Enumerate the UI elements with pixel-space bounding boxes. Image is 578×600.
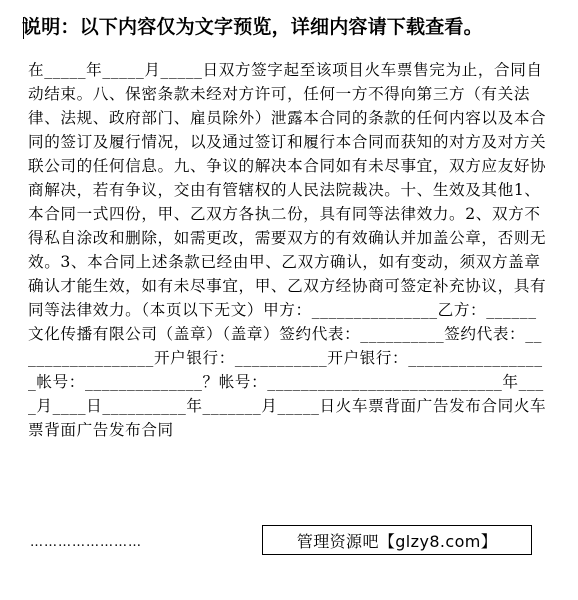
source-watermark-box: 管理资源吧【glzy8.com】 xyxy=(262,525,532,555)
contract-text: 在_____年_____月_____日双方签字起至该项目火车票售完为止，合同自动结束。八、保密条款未经对方许可，任何一方不得向第三方（有关法律、法规、政府部门、雇员除外）泄露本合同的条款的任何内容以及本合同的签订及履行情况，以及通过签订和履行本合同而获知的对方及对方关联公司的任何信息。九、争议的解决本合同如有未尽事宜，双方应友好协商解决，若有争议，交由有管辖权的人民法院裁决。十、生效及其他1、本合同一式四份，甲、乙双方各执二份，具有同等法律效力。2、双方不得私自涂改和删除，如需更改，需要双方的有效确认并加盖公章，否则无效。3、本合同上述条款已经由甲、乙双方确认，如有变动，须双方盖章确认才能生效，如有未尽事宜，甲、乙双方经协商可签定补充协议，具有同等法律效力。（本页以下无文）甲方：_______________乙方：______文化传播有限公司（盖章）（盖章）签约代表：__________签约代表：_________________开户银行：___________开户银行：_________________帐号：______________？帐号：____________________________年____月____日__________年_______月_____日火车票背面广告发布合同火车票背面广告发布合同 xyxy=(28,61,547,439)
ellipsis-dots: …………………… xyxy=(30,535,142,550)
preview-notice: 说明：以下内容仅为文字预览，详细内容请下载查看。 xyxy=(22,16,483,38)
